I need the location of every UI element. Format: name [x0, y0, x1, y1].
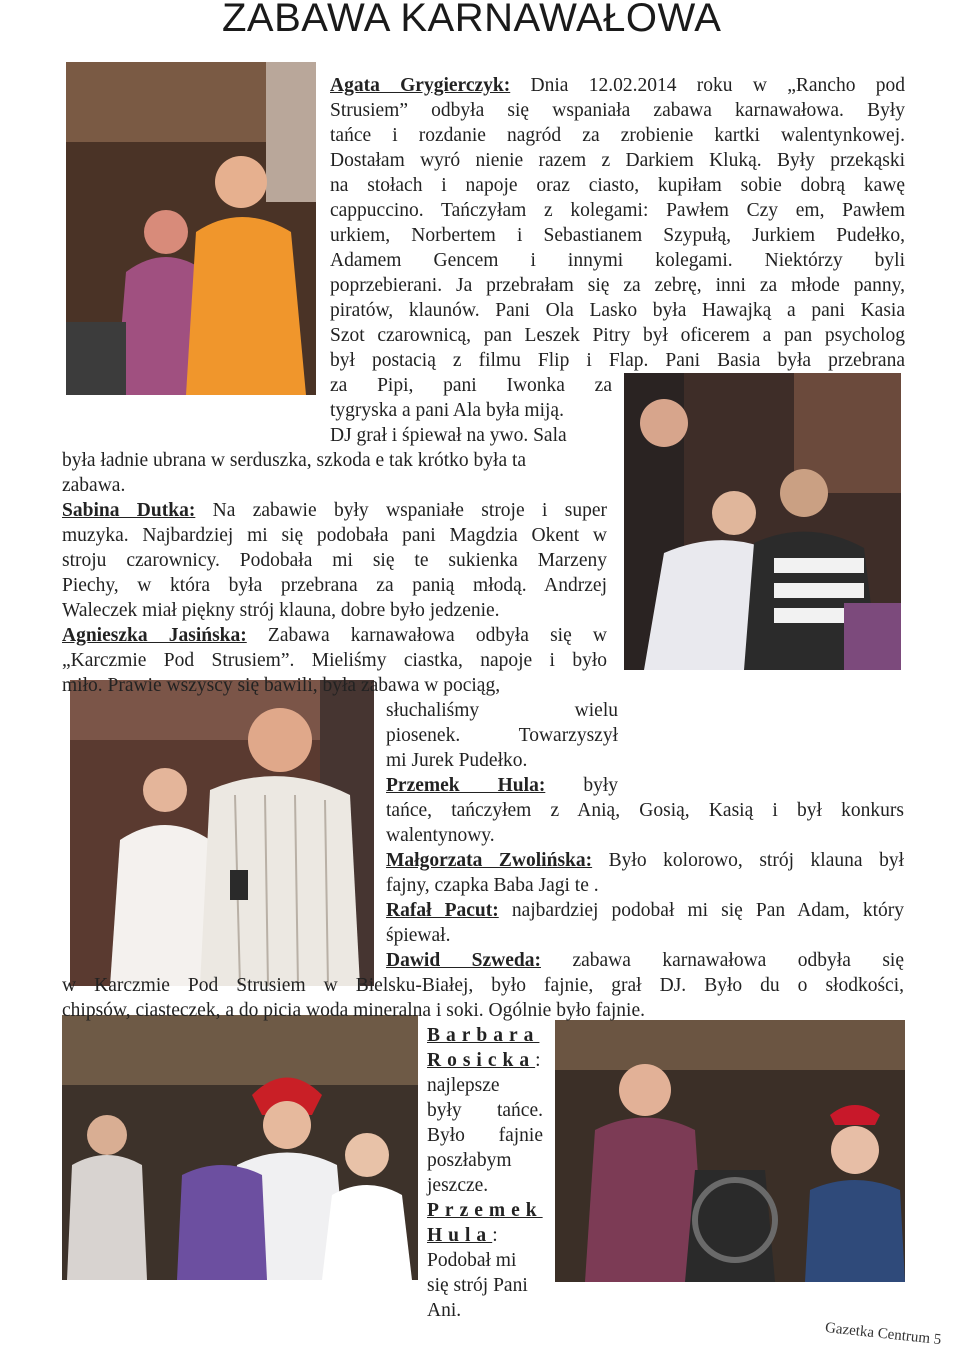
text-segment: najlepsze	[427, 1075, 500, 1096]
text-segment: zabawa.	[62, 475, 126, 496]
text-segment: chipsów, ciasteczek, a do picia woda mineralna i soki. Ogólnie było fajnie.	[62, 1000, 646, 1021]
text-segment: DJ grał i śpiewał na ywo. Sala	[330, 425, 567, 446]
text-line	[62, 649, 607, 674]
text-segment: „Karczmie Pod Strusiem”. Mieliśmy ciastka, napoje i było	[62, 650, 607, 671]
text-segment: Dnia 12.02.2014 roku w „Rancho pod	[510, 75, 905, 96]
text-segment: :	[492, 1225, 504, 1246]
text-line	[62, 599, 607, 624]
text-segment: Szot czarownicą, pan Leszek Pitry był oficerem a pan psycholog	[330, 325, 905, 346]
photo-middle-left	[70, 680, 374, 986]
text-line	[427, 1024, 543, 1049]
text-segment: słuchaliśmy wielu	[386, 700, 618, 721]
text-segment: się strój Pani	[427, 1275, 528, 1296]
text-line	[386, 899, 904, 924]
text-segment: walentynowy.	[386, 825, 495, 846]
text-segment: fajny, czapka Baba Jagi te .	[386, 875, 599, 896]
text-line	[330, 324, 905, 349]
text-line	[386, 924, 586, 949]
text-line	[427, 1224, 543, 1249]
author-name: Hula	[427, 1225, 493, 1246]
page-title: ZABAWA KARNAWAŁOWA	[222, 0, 722, 40]
text-line	[427, 1099, 543, 1124]
text-segment: poprzebierani. Ja przebrałam się za zebrę, inni za młode panny,	[330, 275, 905, 296]
photo-bottom-left-image	[62, 1015, 418, 1280]
text-segment: Dostałam wyró nienie razem z Darkiem Kluką. Były przekąski	[330, 150, 905, 171]
text-line	[386, 874, 686, 899]
text-line	[427, 1299, 543, 1324]
text-segment: piratów, klaunów. Pani Ola Lasko była Hawajką a pani Kasia	[330, 300, 905, 321]
text-line	[62, 499, 607, 524]
text-segment: był postacią z filmu Flip i Flap. Pani Basia była przebrana	[330, 350, 905, 371]
text-line	[427, 1199, 543, 1224]
text-line	[330, 224, 905, 249]
text-segment: były	[545, 775, 618, 796]
text-segment: :	[535, 1050, 547, 1071]
text-line	[330, 74, 905, 99]
text-line	[62, 999, 904, 1024]
author-name: Przemek Hula:	[386, 775, 546, 796]
text-segment: muzyka. Najbardziej mi się podobała pani Magdzia Okent w	[62, 525, 607, 546]
text-segment: była ładnie ubrana w serduszka, szkoda e tak krótko była ta	[62, 450, 527, 471]
text-line	[62, 574, 607, 599]
photo-bottom-left	[62, 1015, 418, 1280]
page-footer: Gazetka Centrum 5	[824, 1320, 942, 1349]
author-name: Dawid Szweda:	[386, 950, 541, 971]
text-line	[62, 524, 607, 549]
text-segment: stroju czarownicy. Podobała mi się te sukienka Marzeny	[62, 550, 607, 571]
text-segment: zabawa karnawałowa odbyła się	[540, 950, 904, 971]
text-segment: Na zabawie były wspaniałe stroje i super	[195, 500, 607, 521]
text-line	[62, 549, 607, 574]
author-name: Rosicka	[427, 1050, 536, 1071]
text-line	[386, 749, 618, 774]
photo-middle-left-image	[70, 680, 374, 986]
author-name: Przemek	[427, 1200, 543, 1221]
text-line	[330, 149, 905, 174]
text-line	[330, 374, 612, 399]
text-segment: Adamem Gencem i innymi kolegami. Niektórzy byli	[330, 250, 905, 271]
text-segment: na stołach i napoje oraz ciasto, kupiłam sobie dobrą kawę	[330, 175, 905, 196]
photo-top-left-image	[66, 62, 316, 395]
text-line	[330, 249, 905, 274]
author-name: Sabina Dutka:	[62, 500, 196, 521]
photo-top-left	[66, 62, 316, 395]
text-segment: Było fajnie	[427, 1125, 543, 1146]
text-line	[386, 799, 904, 824]
text-line	[62, 674, 607, 699]
text-segment: Podobał mi	[427, 1250, 517, 1271]
photo-top-right	[624, 373, 901, 670]
text-segment: najbardziej podobał mi się Pan Adam, który	[498, 900, 904, 921]
text-line	[427, 1124, 543, 1149]
text-line	[427, 1174, 543, 1199]
text-segment: w Karczmie Pod Strusiem w Bielsku-Białej, było fajnie, grał DJ. Było du o słodkości,	[62, 975, 904, 996]
text-line	[386, 824, 586, 849]
text-line	[330, 174, 905, 199]
text-line	[330, 99, 905, 124]
text-line	[62, 974, 904, 999]
text-segment: śpiewał.	[386, 925, 451, 946]
text-segment: Strusiem” odbyła się wspaniała zabawa karnawałowa. Były	[330, 100, 905, 121]
text-line	[62, 474, 162, 499]
text-line	[427, 1049, 547, 1074]
text-line	[330, 399, 612, 424]
text-line	[330, 299, 905, 324]
author-name: Barbara	[427, 1025, 540, 1046]
text-line	[330, 124, 905, 149]
text-segment: tańce i rozdanie nagród za zrobienie kartki walentynkowej.	[330, 125, 905, 146]
photo-top-right-image	[624, 373, 901, 670]
text-line	[386, 724, 618, 749]
text-line	[427, 1074, 543, 1099]
text-line	[386, 699, 618, 724]
text-segment: Piechy, w która była przebrana za panią młodą. Andrzej	[62, 575, 607, 596]
text-line	[427, 1249, 543, 1274]
text-segment: jeszcze.	[427, 1175, 489, 1196]
text-line	[330, 199, 905, 224]
author-name: Rafał Pacut:	[386, 900, 499, 921]
text-segment: za Pipi, pani Iwonka za	[330, 375, 612, 396]
photo-bottom-right	[555, 1020, 905, 1282]
text-segment: piosenek. Towarzyszył	[386, 725, 618, 746]
text-line	[62, 449, 612, 474]
text-segment: Waleczek miał piękny strój klauna, dobre było jedzenie.	[62, 600, 500, 621]
text-line	[427, 1274, 543, 1299]
author-name: Agata Grygierczyk:	[330, 75, 511, 96]
text-segment: Było kolorowo, strój klauna był	[592, 850, 904, 871]
text-segment: cappuccino. Tańczyłam z kolegami: Pawłem Czy em, Pawłem	[330, 200, 905, 221]
author-name: Agnieszka Jasińska:	[62, 625, 247, 646]
text-line	[330, 349, 905, 374]
text-line	[427, 1149, 543, 1174]
text-segment: Zabawa karnawałowa odbyła się w	[246, 625, 607, 646]
text-line	[62, 624, 607, 649]
text-segment: poszłabym	[427, 1150, 512, 1171]
photo-bottom-right-image	[555, 1020, 905, 1282]
author-name: Małgorzata Zwolińska:	[386, 850, 593, 871]
text-line	[330, 274, 905, 299]
text-segment: mi Jurek Pudełko.	[386, 750, 528, 771]
text-segment: tygryska a pani Ala była miją.	[330, 400, 564, 421]
text-line	[386, 949, 904, 974]
text-segment: urkiem, Norbertem i Sebastianem Szypułą, Jurkiem Pudełko,	[330, 225, 905, 246]
text-line	[386, 849, 904, 874]
text-line	[330, 424, 612, 449]
text-segment: tańce, tańczyłem z Anią, Gosią, Kasią i był konkurs	[386, 800, 904, 821]
text-segment: Ani.	[427, 1300, 462, 1321]
text-line	[386, 774, 618, 799]
text-segment: były tańce.	[427, 1100, 543, 1121]
text-segment: miło. Prawie wszyscy się bawili, była zabawa w pociąg,	[62, 675, 501, 696]
